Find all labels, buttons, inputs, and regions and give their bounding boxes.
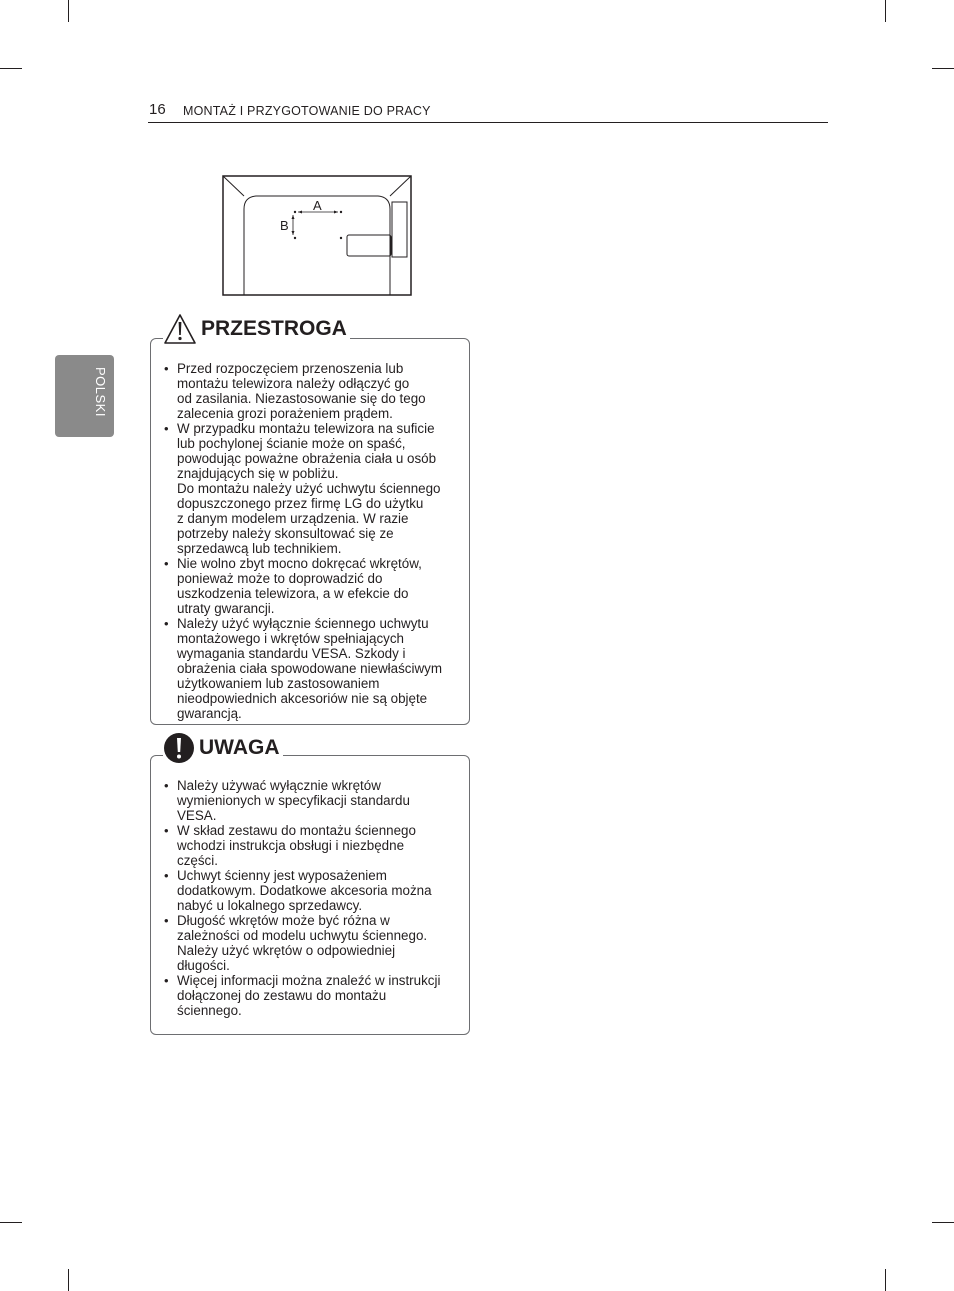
language-tab: [55, 355, 114, 437]
page-number: 16: [149, 101, 166, 118]
note-item: • W skład zestawu do montażu ściennego wchodzi instrukcja obsługi i niezbędne części.: [177, 823, 467, 868]
caution-item: • Przed rozpoczęciem przenoszenia lub montażu telewizora należy odłączyć go od zasilania. Niezastosowanie się do tego zalecenia grozi porażeniem prądem.: [177, 361, 467, 421]
note-item: • Więcej informacji można znaleźć w instrukcji dołączonej do zestawu do montażu ściennego.: [177, 973, 467, 1018]
crop-mark: [68, 1269, 69, 1291]
caution-box: [150, 317, 470, 725]
note-item: • Uchwyt ścienny jest wyposażeniem dodatkowym. Dodatkowe akcesoria można nabyć u lokalnego sprzedawcy.: [177, 868, 467, 913]
tv-corner-line: [223, 176, 244, 196]
note-item: • Należy używać wyłącznie wkrętów wymienionych w specyfikacji standardu VESA.: [177, 778, 467, 823]
note-item: • Długość wkrętów może być różna w zależności od modelu uchwytu ściennego. Należy użyć wkrętów o odpowiedniej długości.: [177, 913, 467, 973]
page-header: [148, 100, 828, 123]
note-header: [163, 732, 283, 764]
note-title: UWAGA: [199, 736, 280, 759]
warning-triangle-icon: [163, 313, 197, 345]
caution-list: [177, 361, 467, 721]
dimension-b-label: B: [280, 218, 289, 233]
tv-corner-line: [390, 176, 411, 196]
crop-mark: [932, 68, 954, 69]
exclamation-circle-icon: [163, 732, 195, 764]
crop-mark: [932, 1222, 954, 1223]
note-list: [177, 778, 467, 1018]
language-tab-label: POLSKI: [93, 367, 108, 417]
crop-mark: [0, 1222, 22, 1223]
tv-side-jack-panel: [392, 202, 407, 257]
crop-mark: [0, 68, 22, 69]
vesa-hole: [340, 211, 342, 213]
caution-title: PRZESTROGA: [201, 317, 347, 340]
caution-item: • Należy użyć wyłącznie ściennego uchwytu montażowego i wkrętów spełniających wymagania standardu VESA. Szkody i obrażenia ciała spowodowane niewłaściwym użytkowaniem lub zastosowaniem nieodpowiednich akcesoriów nie są objęte gwarancją.: [177, 616, 467, 721]
vesa-hole: [340, 237, 342, 239]
caution-item: • W przypadku montażu telewizora na suficie lub pochylonej ścianie może on spaść, powodując poważne obrażenia ciała u osób znajdujących się w pobliżu. Do montażu należy użyć uchwytu ściennego dopuszczonego przez firmę LG do użytku z danym modelem urządzenia. W razie potrzeby należy skonsultować się ze sprzedawcą lub technikiem.: [177, 421, 467, 556]
tv-terminal-block: [347, 235, 391, 256]
section-title: MONTAŻ I PRZYGOTOWANIE DO PRACY: [183, 104, 431, 118]
caution-header: [163, 313, 350, 345]
vesa-hole: [294, 211, 296, 213]
crop-mark: [885, 0, 886, 22]
crop-mark: [68, 0, 69, 22]
crop-mark: [885, 1269, 886, 1291]
tv-back-diagram: [222, 175, 412, 297]
dimension-a-label: A: [313, 198, 322, 213]
note-box: [150, 736, 470, 1035]
caution-item: • Nie wolno zbyt mocno dokręcać wkrętów, ponieważ może to doprowadzić do uszkodzenia telewizora, a w efekcie do utraty gwarancji.: [177, 556, 467, 616]
vesa-hole: [294, 237, 296, 239]
